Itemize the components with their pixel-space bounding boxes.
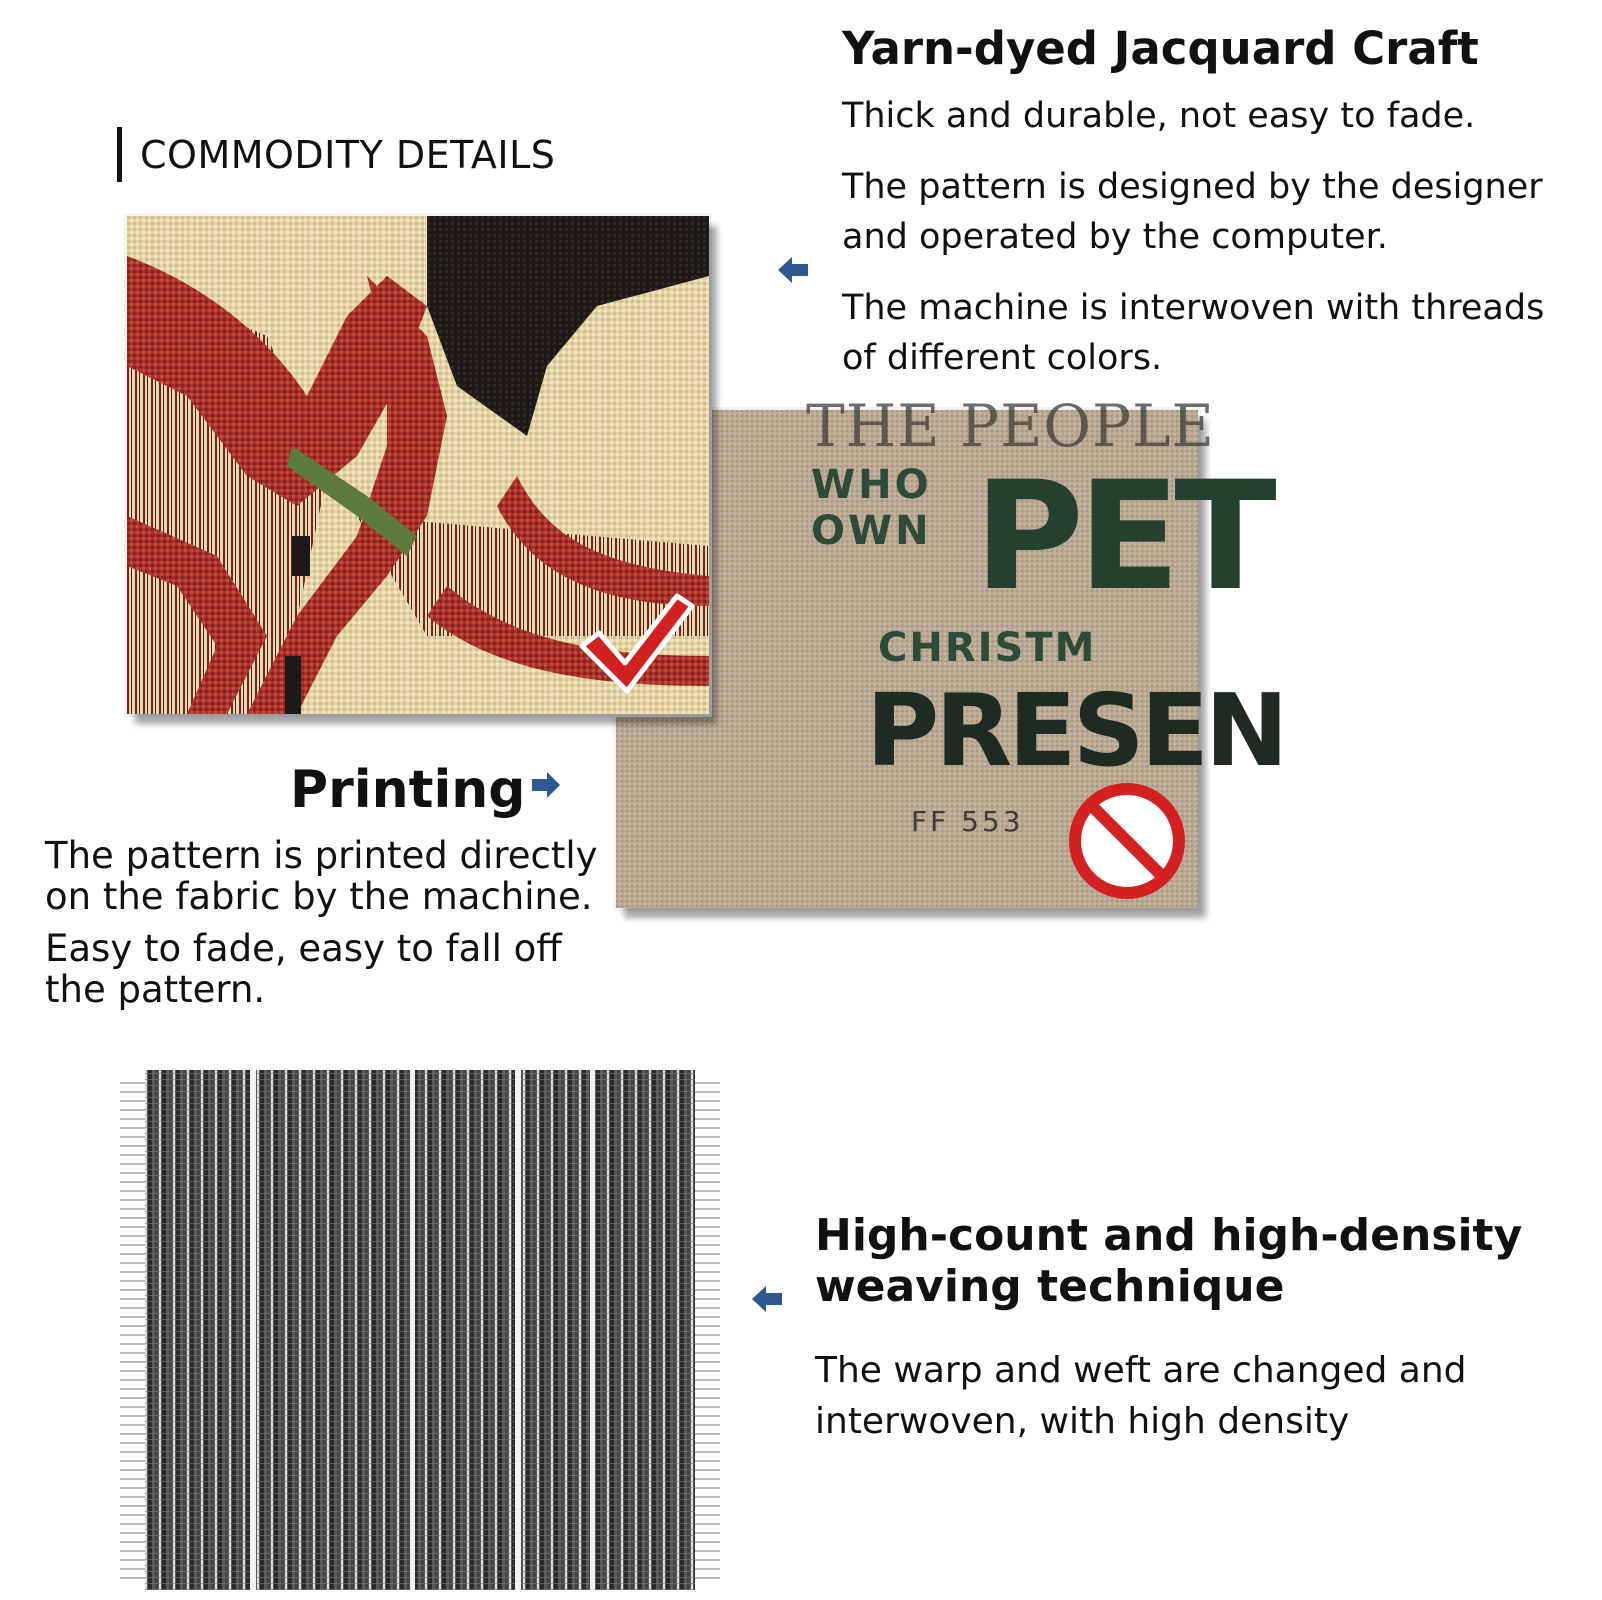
jacquard-title: Yarn-dyed Jacquard Craft	[842, 22, 1479, 75]
weave-pattern-image	[120, 1070, 720, 1590]
prohibited-icon	[1068, 782, 1186, 900]
arrow-left-icon	[778, 255, 810, 285]
print-text-code: FF 553	[911, 805, 1024, 838]
print-text-christmas: CHRISTM	[878, 625, 1097, 671]
check-mark-icon	[577, 591, 697, 696]
header-accent-bar	[117, 127, 122, 182]
jacquard-fabric-photo	[127, 216, 709, 714]
weaving-description: The warp and weft are changed and interwoven, with high density	[815, 1350, 1467, 1443]
jacquard-line-2: The pattern is designed by the designer and operated by the computer.	[842, 167, 1543, 257]
arrow-right-icon	[532, 770, 560, 800]
jacquard-line-3: The machine is interwoven with threads of different colors.	[842, 288, 1545, 378]
print-text-the-people: THE PEOPLE	[806, 392, 1215, 460]
printing-line-1: The pattern is printed directly on the fabric by the machine.	[45, 834, 598, 919]
printing-title: Printing	[290, 760, 526, 820]
print-text-present: PRESEN	[866, 672, 1285, 789]
printing-line-2: Easy to fade, easy to fall off the pattern.	[45, 927, 562, 1012]
print-text-pet: PET	[974, 450, 1271, 624]
print-text-who: WHO	[811, 462, 932, 508]
weaving-title: High-count and high-density weaving technique	[815, 1210, 1523, 1313]
section-heading: COMMODITY DETAILS	[140, 133, 556, 177]
jacquard-line-1: Thick and durable, not easy to fade.	[842, 96, 1476, 136]
print-text-own: OWN	[811, 508, 932, 554]
arrow-left-icon	[752, 1284, 782, 1314]
